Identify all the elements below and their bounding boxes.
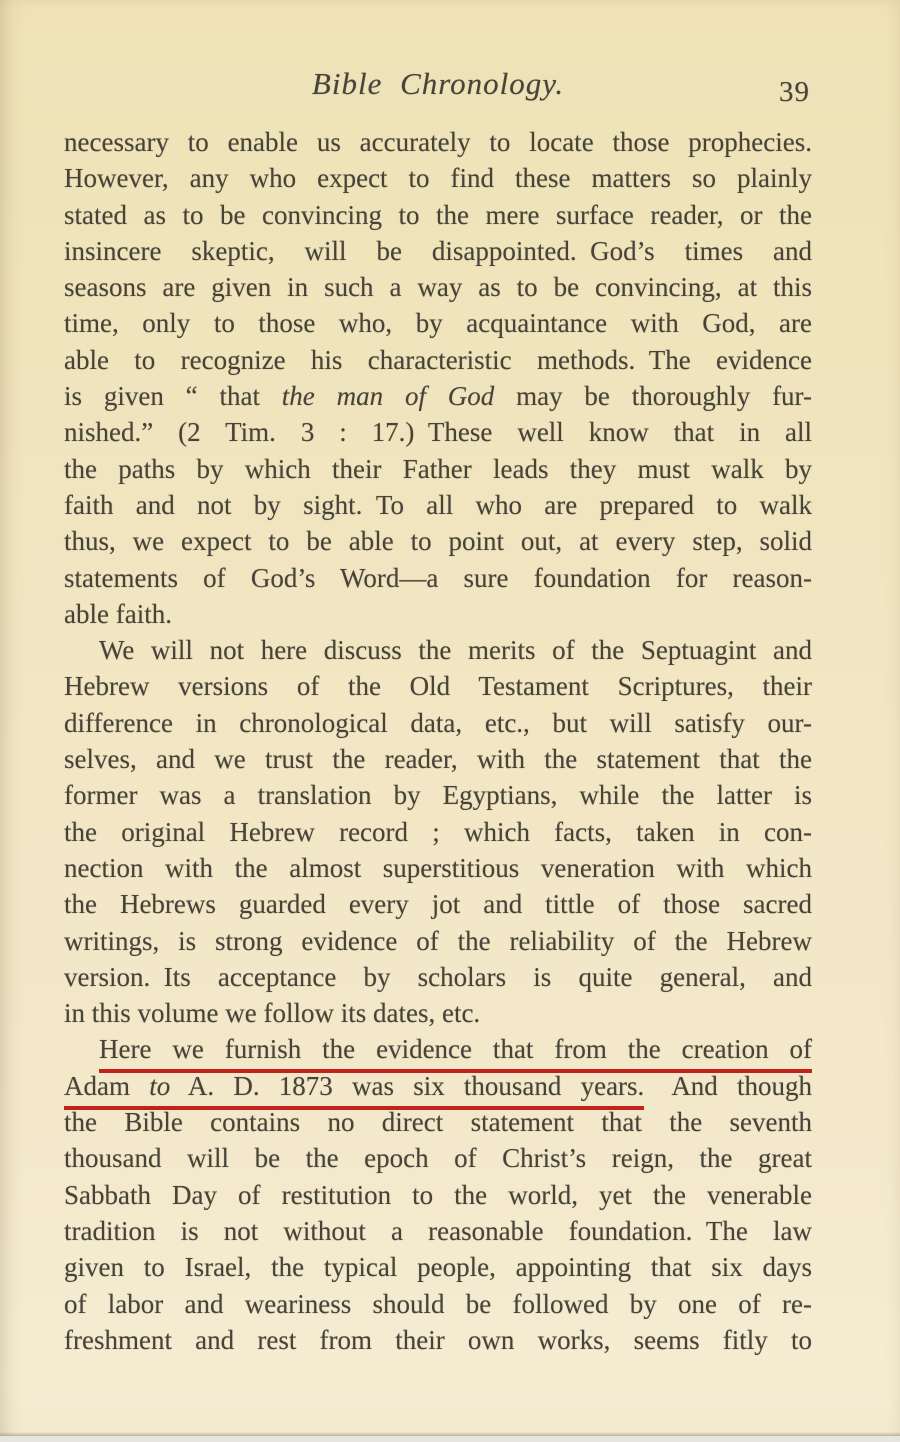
page-title: Bible Chronology.: [311, 66, 565, 101]
scan-background-strip: [0, 1436, 900, 1442]
text-segment: freshment and rest from their own works, seems fitly to: [64, 1324, 812, 1355]
text-segment: thousand will be the epoch of Christ’s reign, the great: [64, 1143, 812, 1174]
text-line: [64, 850, 812, 886]
text-line: [64, 1322, 812, 1358]
text-line: [64, 487, 812, 523]
text-segment: nection with the almost superstitious veneration with which: [64, 852, 812, 883]
text-line: [64, 342, 812, 378]
text-segment: seasons are given in such a way as to be convincing, at this: [64, 272, 812, 303]
text-line: [64, 777, 812, 813]
text-line: [64, 923, 812, 959]
text-segment: of labor and weariness should be followed by one of re-: [64, 1288, 812, 1319]
text-segment: former was a translation by Egyptians, while the latter is: [64, 780, 812, 811]
text-line: [64, 705, 812, 741]
text-segment: version. Its acceptance by scholars is quite general, and: [64, 961, 812, 992]
text-segment: time, only to those who, by acquaintance with God, are: [64, 308, 812, 339]
text-segment: statements of God’s Word—a sure foundation for reason-: [64, 562, 812, 593]
text-segment: is given “ that: [64, 381, 282, 412]
text-line: [64, 1213, 812, 1249]
text-segment: the paths by which their Father leads they must walk by: [64, 453, 812, 484]
text-line: [64, 523, 812, 559]
text-line: [64, 995, 812, 1031]
text-line: [64, 269, 812, 305]
text-line: [64, 124, 812, 160]
red-underlined-text: Here we furnish the evidence that from the creation of: [99, 1034, 812, 1073]
text-segment: necessary to enable us accurately to locate those prophecies.: [64, 127, 812, 157]
text-line: [64, 233, 812, 269]
text-segment: And though: [644, 1070, 813, 1101]
text-segment: able to recognize his characteristic methods. The evidence: [64, 344, 812, 375]
text-line: [64, 305, 812, 341]
text-line: [64, 741, 812, 777]
text-segment: stated as to be convincing to the mere surface reader, or the: [64, 199, 812, 230]
text-segment: nished.” (2 Tim. 3 : 17.) These well know that in all: [64, 417, 812, 448]
text-segment: the original Hebrew record ; which facts, taken in con-: [64, 816, 812, 847]
text-line: [64, 451, 812, 487]
text-line: [64, 632, 812, 668]
text-segment: We will not here discuss the merits of the Septuagint and: [99, 635, 812, 666]
page-number: 39: [779, 76, 810, 108]
text-segment: difference in chronological data, etc., but will satisfy our-: [64, 707, 812, 738]
text-line: [64, 1249, 812, 1285]
text-segment: faith and not by sight. To all who are prepared to walk: [64, 489, 812, 520]
text-line: [64, 596, 812, 632]
text-segment: the man of God: [281, 381, 495, 412]
red-underlined-text: Adam: [64, 1071, 149, 1110]
text-segment: in this volume we follow its dates, etc.: [64, 998, 481, 1029]
page-body: [64, 124, 812, 1358]
text-segment: insincere skeptic, will be disappointed. God’s times and: [64, 235, 812, 266]
text-segment: may be thoroughly fur-: [494, 381, 813, 412]
text-segment: Sabbath Day of restitution to the world, yet the venerable: [64, 1179, 812, 1210]
text-line: [64, 1031, 812, 1067]
text-line: [64, 1104, 812, 1140]
text-line: [64, 378, 812, 414]
text-line: [64, 414, 812, 450]
text-line: [64, 1140, 812, 1176]
text-line: [64, 1068, 812, 1104]
text-line: [64, 197, 812, 233]
text-line: [64, 886, 812, 922]
text-segment: Hebrew versions of the Old Testament Scriptures, their: [64, 671, 812, 702]
text-segment: able faith.: [64, 598, 172, 629]
text-line: [64, 668, 812, 704]
text-segment: However, any who expect to find these matters so plainly: [64, 163, 812, 194]
text-segment: tradition is not without a reasonable foundation. The law: [64, 1215, 812, 1246]
red-underlined-text: to: [149, 1071, 170, 1110]
text-segment: the Hebrews guarded every jot and tittle of those sacred: [64, 889, 812, 920]
running-head: [64, 66, 812, 108]
text-line: [64, 560, 812, 596]
text-segment: selves, and we trust the reader, with the statement that the: [64, 744, 812, 775]
text-line: [64, 160, 812, 196]
text-segment: writings, is strong evidence of the reliability of the Hebrew: [64, 925, 812, 956]
text-line: [64, 959, 812, 995]
text-segment: given to Israel, the typical people, appointing that six days: [64, 1252, 812, 1283]
text-line: [64, 814, 812, 850]
text-line: [64, 1177, 812, 1213]
text-line: [64, 1286, 812, 1322]
red-underlined-text: A. D. 1873 was six thousand years.: [170, 1071, 644, 1110]
text-segment: thus, we expect to be able to point out, at every step, solid: [64, 526, 812, 557]
text-segment: the Bible contains no direct statement that the seventh: [64, 1107, 812, 1138]
